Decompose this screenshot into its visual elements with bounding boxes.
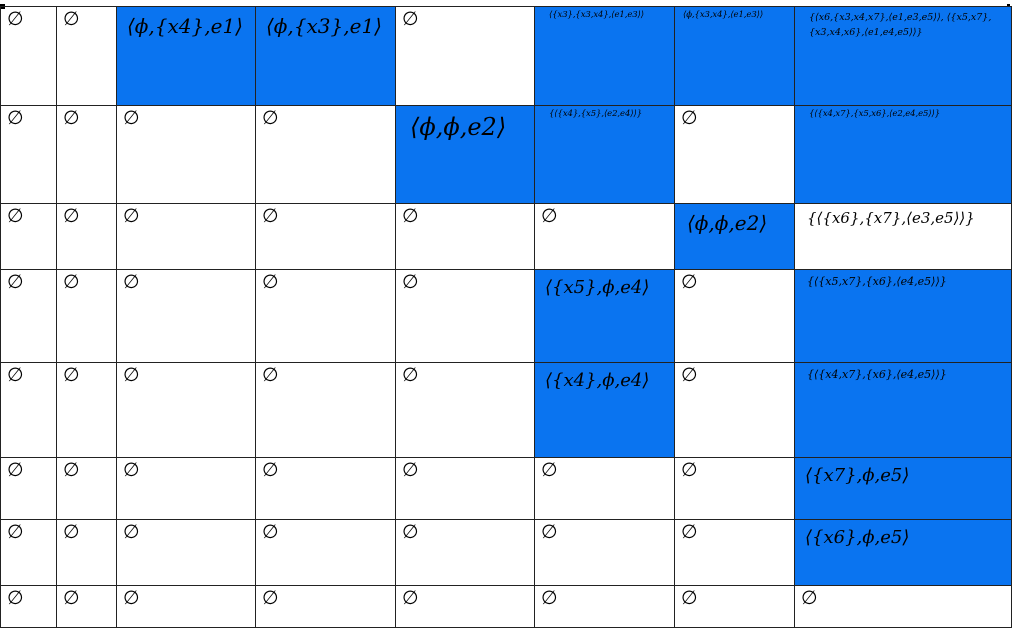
cell: ∅ xyxy=(535,586,675,628)
table-row xyxy=(1,458,1012,520)
cell: ∅ xyxy=(256,204,396,270)
cell: ∅ xyxy=(675,586,795,628)
cell: ∅ xyxy=(675,270,795,363)
cell: ∅ xyxy=(117,204,256,270)
cell-highlighted: ⟨ϕ,{x4},e1⟩ xyxy=(117,7,256,106)
cell: ∅ xyxy=(1,106,57,204)
cell-highlighted: ⟨ϕ,ϕ,e2⟩ xyxy=(675,204,795,270)
cell: ∅ xyxy=(57,7,117,106)
cell: ∅ xyxy=(396,520,535,586)
table-row xyxy=(1,270,1012,363)
cell: ∅ xyxy=(117,586,256,628)
table-row xyxy=(1,520,1012,586)
table-row xyxy=(1,7,1012,106)
cell: ∅ xyxy=(256,270,396,363)
cell: ∅ xyxy=(535,204,675,270)
cell-highlighted: ⟨{x6},ϕ,e5⟩ xyxy=(795,520,1012,586)
cell: ∅ xyxy=(396,586,535,628)
table-row xyxy=(1,363,1012,458)
cell-highlighted: ⟨{x3},{x3,x4},⟨e1,e3⟩⟩ xyxy=(535,7,675,106)
cell: ∅ xyxy=(396,204,535,270)
cell-highlighted: ⟨{x4},ϕ,e4⟩ xyxy=(535,363,675,458)
cell: ∅ xyxy=(57,586,117,628)
cell-highlighted: {⟨x6,{x3,x4,x7},⟨e1,e3,e5⟩⟩, ⟨{x5,x7},{x3,x4,x6},⟨e1,e4,e5⟩⟩} xyxy=(795,7,1012,106)
cell: ∅ xyxy=(57,106,117,204)
cell: ∅ xyxy=(396,270,535,363)
cell: ∅ xyxy=(57,520,117,586)
cell: ∅ xyxy=(117,363,256,458)
cell: ∅ xyxy=(117,458,256,520)
cell: ∅ xyxy=(57,363,117,458)
cell-highlighted: {⟨{x4,x7},{x5,x6},⟨e2,e4,e5⟩⟩} xyxy=(795,106,1012,204)
cell: ∅ xyxy=(256,458,396,520)
cell: ∅ xyxy=(1,204,57,270)
cell: ∅ xyxy=(396,363,535,458)
cell: ∅ xyxy=(1,520,57,586)
cell: ∅ xyxy=(535,520,675,586)
cell: ∅ xyxy=(396,7,535,106)
cell: {⟨{x6},{x7},⟨e3,e5⟩⟩} xyxy=(795,204,1012,270)
cell-highlighted: ⟨ϕ,ϕ,e2⟩ xyxy=(396,106,535,204)
cell: ∅ xyxy=(57,204,117,270)
table-row xyxy=(1,204,1012,270)
cell: ∅ xyxy=(1,458,57,520)
cell: ∅ xyxy=(675,363,795,458)
cell-highlighted: ⟨ϕ,{x3,x4},⟨e1,e3⟩⟩ xyxy=(675,7,795,106)
cell: ∅ xyxy=(57,270,117,363)
table-row xyxy=(1,106,1012,204)
cell: ∅ xyxy=(1,7,57,106)
cell: ∅ xyxy=(117,520,256,586)
cell: ∅ xyxy=(256,520,396,586)
cell-highlighted: ⟨ϕ,{x3},e1⟩ xyxy=(256,7,396,106)
cell: ∅ xyxy=(117,106,256,204)
cell: ∅ xyxy=(1,586,57,628)
relation-matrix xyxy=(0,6,1012,628)
cell: ∅ xyxy=(675,458,795,520)
cell-highlighted: ⟨{x7},ϕ,e5⟩ xyxy=(795,458,1012,520)
cell-highlighted: {⟨{x4,x7},{x6},⟨e4,e5⟩⟩} xyxy=(795,363,1012,458)
cell: ∅ xyxy=(675,106,795,204)
cell-highlighted: ⟨{x5},ϕ,e4⟩ xyxy=(535,270,675,363)
cell: ∅ xyxy=(1,270,57,363)
cell: ∅ xyxy=(256,363,396,458)
cell-highlighted: {⟨{x5,x7},{x6},⟨e4,e5⟩⟩} xyxy=(795,270,1012,363)
cell: ∅ xyxy=(117,270,256,363)
cell: ∅ xyxy=(57,458,117,520)
cell: ∅ xyxy=(256,106,396,204)
cell: ∅ xyxy=(795,586,1012,628)
cell: ∅ xyxy=(256,586,396,628)
table-row xyxy=(1,586,1012,628)
cell: ∅ xyxy=(675,520,795,586)
cell: ∅ xyxy=(1,363,57,458)
cell: ∅ xyxy=(535,458,675,520)
cell-highlighted: {⟨{x4},{x5},⟨e2,e4⟩⟩} xyxy=(535,106,675,204)
cell: ∅ xyxy=(396,458,535,520)
